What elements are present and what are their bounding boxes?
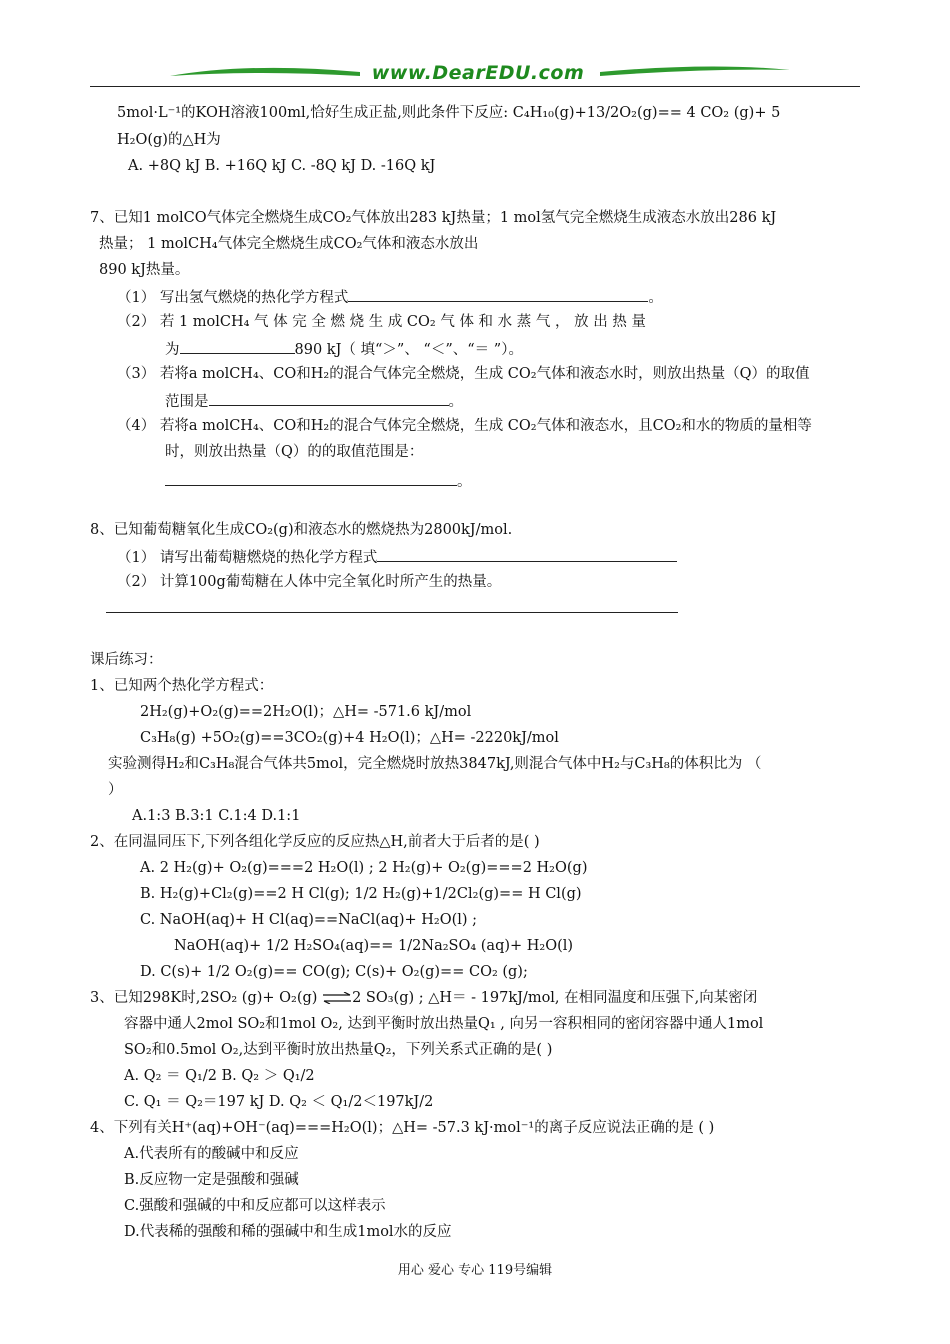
text-line: 890 kJ热量。 xyxy=(99,262,190,278)
section-title: 课后练习： xyxy=(90,652,163,668)
punctuation: 。 xyxy=(457,474,472,490)
punctuation: 。 xyxy=(448,394,463,410)
option-a: A. 2 H₂(g)+ O₂(g)===2 H₂O(l) ; 2 H₂(g)+ O₂(g)===2 H₂O(g) xyxy=(140,860,588,876)
answer-blank[interactable] xyxy=(165,470,457,486)
sub-question-cont xyxy=(165,338,523,360)
sub-question-text: （1） 写出氢气燃烧的热化学方程式 xyxy=(117,290,349,306)
option-b: B. H₂(g)+Cl₂(g)==2 H Cl(g); 1/2 H₂(g)+1/2Cl₂(g)== H Cl(g) xyxy=(140,886,582,902)
question-7: 7、已知1 molCO气体完全燃烧生成CO₂气体放出283 kJ热量；1 mol氢气完全燃烧生成液态水放出286 kJ xyxy=(90,210,777,226)
text-line: H₂O(g)的△H为 xyxy=(117,132,221,148)
option-d: D.代表稀的强酸和稀的强碱中和生成1mol水的反应 xyxy=(124,1224,452,1240)
answer-options: A. +8Q kJ B. +16Q kJ C. -8Q kJ D. -16Q kJ xyxy=(128,158,436,174)
answer-rule[interactable] xyxy=(106,612,678,613)
question-8: 8、已知葡萄糖氧化生成CO₂(g)和液态水的燃烧热为2800kJ/mol. xyxy=(90,522,513,538)
option-c: C.强酸和强碱的中和反应都可以这样表示 xyxy=(124,1198,386,1214)
option-a: A.代表所有的酸碱中和反应 xyxy=(124,1146,299,1162)
answer-blank[interactable] xyxy=(348,286,648,302)
exercise-4: 4、下列有关H⁺(aq)+OH⁻(aq)===H₂O(l)；△H= -57.3 kJ·mol⁻¹的离子反应说法正确的是 ( ) xyxy=(90,1120,715,1136)
sub-question-cont: 时，则放出热量（Q）的的取值范围是： xyxy=(165,444,424,460)
sub-question-cont xyxy=(165,470,472,492)
sub-question: （4） 若将a molCH₄、CO和H₂的混合气体完全燃烧，生成 CO₂气体和液态水，且CO₂和水的物质的量相等 xyxy=(117,418,812,434)
punctuation: 。 xyxy=(648,290,663,306)
answer-options: C. Q₁ ＝ Q₂＝197 kJ D. Q₂ ＜ Q₁/2＜197kJ/2 xyxy=(124,1094,434,1110)
sub-question: （3） 若将a molCH₄、CO和H₂的混合气体完全燃烧，生成 CO₂气体和液态水时，则放出热量（Q）的取值 xyxy=(117,366,810,382)
sub-question-cont xyxy=(165,390,463,412)
answer-blank[interactable] xyxy=(377,546,677,562)
answer-options: A.1:3 B.3:1 C.1:4 D.1:1 xyxy=(132,808,301,824)
label: 890 kJ（ 填“＞”、 “＜”、“＝ ”）。 xyxy=(294,342,523,358)
option-b: B.反应物一定是强酸和强碱 xyxy=(124,1172,299,1188)
text-line: SO₂和0.5mol O₂,达到平衡时放出热量Q₂，下列关系式正确的是( ) xyxy=(124,1042,553,1058)
sub-question xyxy=(117,546,677,568)
answer-options: A. Q₂ ＝ Q₁/2 B. Q₂ ＞ Q₁/2 xyxy=(124,1068,315,1084)
equation: 2H₂(g)+O₂(g)==2H₂O(l)；△H= -571.6 kJ/mol xyxy=(140,704,472,720)
equation: C₃H₈(g) +5O₂(g)==3CO₂(g)+4 H₂O(l)；△H= -2220kJ/mol xyxy=(140,730,559,746)
answer-blank[interactable] xyxy=(180,338,295,354)
exercise-3 xyxy=(90,988,757,1008)
page-footer: 用心 爱心 专心 119号编辑 xyxy=(397,1263,553,1278)
sub-question: （2） 若 1 molCH₄ 气 体 完 全 燃 烧 生 成 CO₂ 气 体 和 水 蒸 气 ， 放 出 热 量 xyxy=(117,314,646,330)
text-line: ） xyxy=(108,782,123,798)
label: 范围是 xyxy=(165,394,209,410)
sub-question: （2） 计算100g葡萄糖在人体中完全氧化时所产生的热量。 xyxy=(117,574,502,590)
exercise-2: 2、在同温同压下,下列各组化学反应的反应热△H,前者大于后者的是( ) xyxy=(90,834,540,850)
answer-blank[interactable] xyxy=(209,390,449,406)
text-part: 2 SO₃(g) ; △H＝ - 197kJ/mol, 在相同温度和压强下,向某密闭 xyxy=(352,990,758,1006)
sub-question-text: （1） 请写出葡萄糖燃烧的热化学方程式 xyxy=(117,550,378,566)
equilibrium-arrow-icon xyxy=(322,992,352,1004)
text-line: 实验测得H₂和C₃H₈混合气体共5mol，完全燃烧时放热3847kJ,则混合气体中H₂与C₃H₈的体积比为 （ xyxy=(108,756,762,772)
option-c: C. NaOH(aq)+ H Cl(aq)==NaCl(aq)+ H₂O(l) ; xyxy=(140,912,478,928)
site-logo: www.DearEDU.com xyxy=(371,62,585,84)
text-line: 容器中通人2mol SO₂和1mol O₂, 达到平衡时放出热量Q₁ , 向另一容积相同的密闭容器中通人1mol xyxy=(124,1016,764,1032)
option-c-cont: NaOH(aq)+ 1/2 H₂SO₄(aq)== 1/2Na₂SO₄ (aq)+ H₂O(l) xyxy=(174,938,574,954)
option-d: D. C(s)+ 1/2 O₂(g)== CO(g); C(s)+ O₂(g)== CO₂ (g); xyxy=(140,964,528,980)
exercise-1: 1、已知两个热化学方程式： xyxy=(90,678,274,694)
page-header xyxy=(90,58,860,94)
label: 为 xyxy=(165,342,180,358)
text-part: 3、已知298K时,2SO₂ (g)+ O₂(g) xyxy=(90,990,323,1006)
text-line: 5mol·L⁻¹的KOH溶液100ml,恰好生成正盐,则此条件下反应: C₄H₁₀(g)+13/2O₂(g)== 4 CO₂ (g)+ 5 xyxy=(117,105,781,121)
header-rule xyxy=(90,86,860,87)
text-line: 热量； 1 molCH₄气体完全燃烧生成CO₂气体和液态水放出 xyxy=(99,236,479,252)
sub-question xyxy=(117,286,663,308)
